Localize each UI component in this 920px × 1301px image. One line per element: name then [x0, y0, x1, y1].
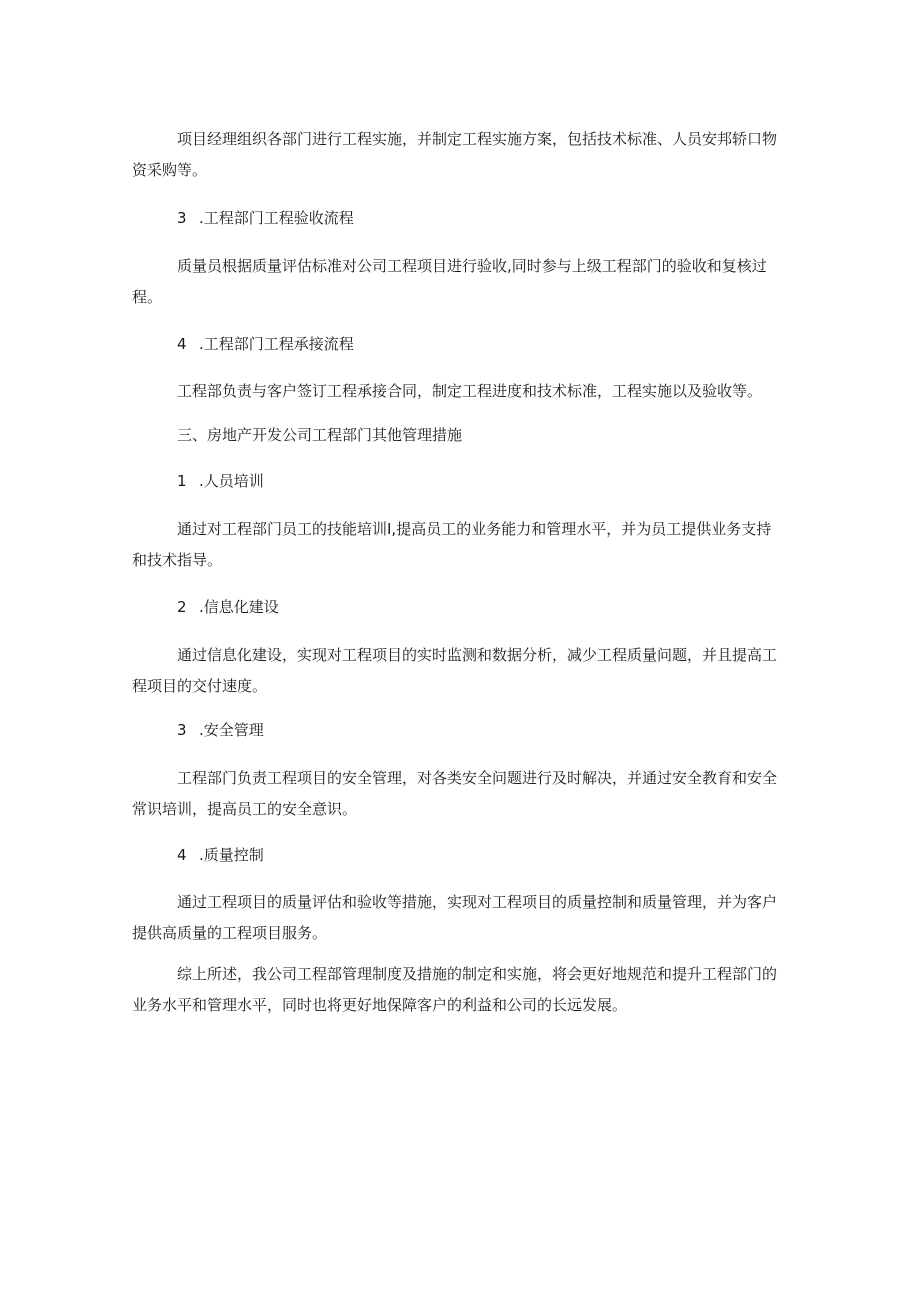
heading-number: 4	[177, 335, 187, 353]
paragraph-acceptance-line1: 质量员根据质量评估标准对公司工程项目进行验收,同时参与上级工程部门的验收和复核过	[177, 257, 767, 275]
paragraph-implementation-line1: 项目经理组织各部门进行工程实施，并制定工程实施方案，包括技术标准、人员安邦轿口物	[177, 130, 778, 148]
paragraph-safety-line2: 常识培训，提高员工的安全意识。	[132, 800, 358, 818]
heading-text: .人员培训	[199, 472, 264, 490]
heading-number: 1	[177, 472, 187, 490]
heading-acceptance-process	[177, 211, 354, 226]
heading-number: 3	[177, 721, 187, 739]
paragraph-informatization-line1: 通过信息化建设，实现对工程项目的实时监测和数据分析，减少工程质量问题，并且提高工	[177, 646, 778, 664]
paragraph-quality-line1: 通过工程项目的质量评估和验收等措施，实现对工程项目的质量控制和质量管理，并为客户	[177, 893, 778, 911]
heading-number: 4	[177, 846, 187, 864]
heading-number: 3	[177, 209, 187, 227]
heading-text: .质量控制	[199, 846, 264, 864]
heading-text: .工程部门工程承接流程	[199, 335, 354, 353]
heading-staff-training	[177, 474, 264, 489]
heading-quality-control	[177, 848, 264, 863]
paragraph-informatization-line2: 程项目的交付速度。	[132, 677, 268, 695]
heading-text: .安全管理	[199, 721, 264, 739]
heading-text: .信息化建设	[199, 598, 279, 616]
paragraph-quality-line2: 提供高质量的工程项目服务。	[132, 924, 328, 942]
paragraph-undertaking-line1: 工程部负责与客户签订工程承接合同，制定工程进度和技术标准，工程实施以及验收等。	[177, 382, 763, 400]
heading-informatization	[177, 600, 279, 615]
paragraph-implementation-line2: 资采购等。	[132, 161, 208, 179]
paragraph-training-line2: 和技术指导。	[132, 551, 223, 569]
paragraph-safety-line1: 工程部门负责工程项目的安全管理，对各类安全问题进行及时解决，并通过安全教育和安全	[177, 769, 778, 787]
section-title-other-measures: 三、房地产开发公司工程部门其他管理措施	[177, 426, 463, 444]
paragraph-summary-line1: 综上所述，我公司工程部管理制度及措施的制定和实施，将会更好地规范和提升工程部门的	[177, 965, 778, 983]
heading-text: .工程部门工程验收流程	[199, 209, 354, 227]
heading-safety-management	[177, 723, 264, 738]
paragraph-summary-line2: 业务水平和管理水平，同时也将更好地保障客户的利益和公司的长远发展。	[132, 996, 628, 1014]
heading-number: 2	[177, 598, 187, 616]
heading-undertaking-process	[177, 337, 354, 352]
paragraph-training-line1: 通过对工程部门员工的技能培训I,提高员工的业务能力和管理水平，并为员工提供业务支持	[177, 520, 772, 538]
paragraph-acceptance-line2: 程。	[132, 288, 163, 306]
